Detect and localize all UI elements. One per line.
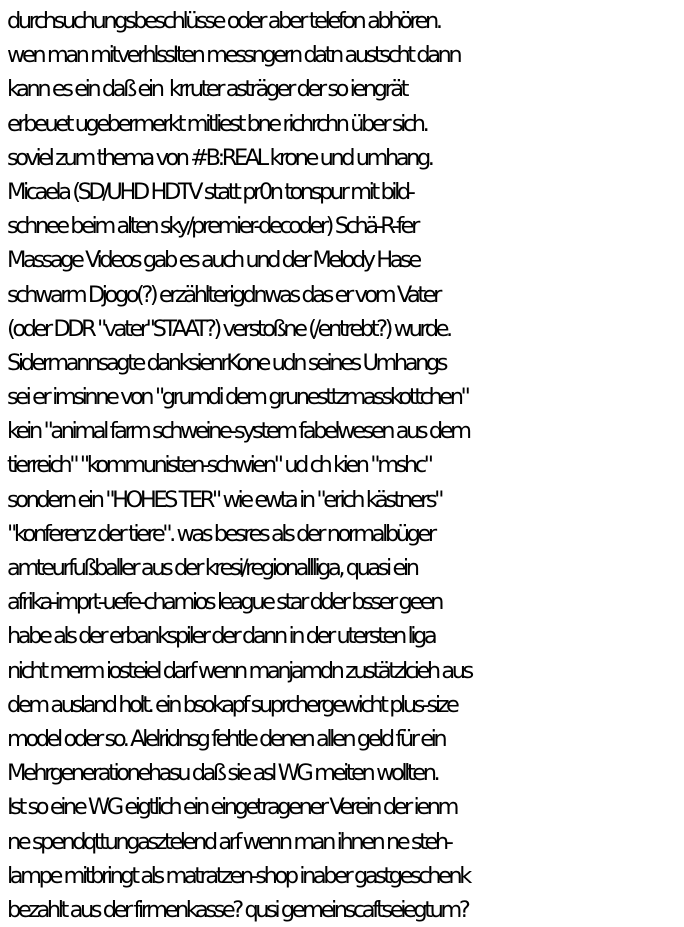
text-line-19: habe als der erbankspiler der dann in der utersten liga: [7, 623, 435, 650]
text-line-11: Sidermannsagte danksienrKone udn seines Umhangs: [7, 349, 445, 376]
text-line-6: Micaela (SD/UHD HDTV statt pr0n tonspur mit bild-: [7, 178, 413, 205]
text-line-8: Massage Videos gab es auch und der Melody Hase: [7, 247, 419, 274]
text-line-24: Ist so eine WG eigtlich ein eingetragener Verein der ienm: [7, 794, 457, 821]
text-line-4: erbeuet ugebermerkt mitliest bne richrchn über sich.: [7, 110, 427, 137]
text-line-20: nicht merm iosteiel darf wenn manjamdn zustätzlcieh aus: [7, 657, 471, 684]
text-line-2: wen man mitverhlssIten messngern datn austscht dann: [7, 42, 460, 69]
text-line-15: sondern ein "HOHES TER" wie ewta in "erich kästners": [7, 486, 442, 513]
text-line-3: kann es ein daß ein krruter asträger der so iengrät: [7, 76, 406, 103]
text-line-27: bezahlt aus der firmenkasse? qusi gemeinscaftseiegtum?: [7, 896, 468, 923]
text-line-7: schnee beim alten sky/premier-decoder) Schä-R-fer: [7, 213, 417, 240]
text-line-12: sei er imsinne von "grumdi dem grunesttzmasskottchen": [7, 384, 468, 411]
text-line-10: (oder DDR "vater"STAAT?) verstoßne (/entrebt?) wurde.: [7, 315, 450, 342]
document-body: [7, 4, 684, 927]
text-line-5: soviel zum thema von #B:REAL krone und umhang.: [7, 144, 432, 171]
text-line-25: ne spendqttungasztelend arf wenn man ihnen ne steh-: [7, 828, 451, 855]
text-line-16: "konferenz der tiere". was besres als der normalbüger: [7, 520, 434, 547]
text-line-1: durchsuchungsbeschlüsse oder aber telefon abhören.: [7, 8, 440, 34]
text-line-22: model oder so. Alelridnsg fehtle denen allen geld für ein: [7, 725, 445, 752]
text-line-17: amteurfußballer aus der kresi/regionallliga, quasi ein: [7, 555, 417, 581]
text-line-23: Mehrgenerationehasu daß sie asl WG meiten wollten.: [7, 760, 438, 787]
text-line-21: dem ausland holt. ein bsokapf suprchergewicht plus-size: [7, 691, 457, 718]
text-line-26: lampe mitbringt als matratzen-shop inaber gastgeschenk: [7, 862, 469, 889]
text-line-13: kein "animal farm schweine-system fabelwesen aus dem: [7, 418, 469, 445]
text-line-18: afrika-imprt-uefe-chamios league star dder bsser geen: [7, 589, 441, 616]
text-line-14: tierreich" "kommunisten-schwien" ud ch kien "mshc": [7, 452, 431, 479]
text-line-9: schwarm Djogo(?) erzählterigdnwas das er vom Vater: [7, 281, 439, 308]
